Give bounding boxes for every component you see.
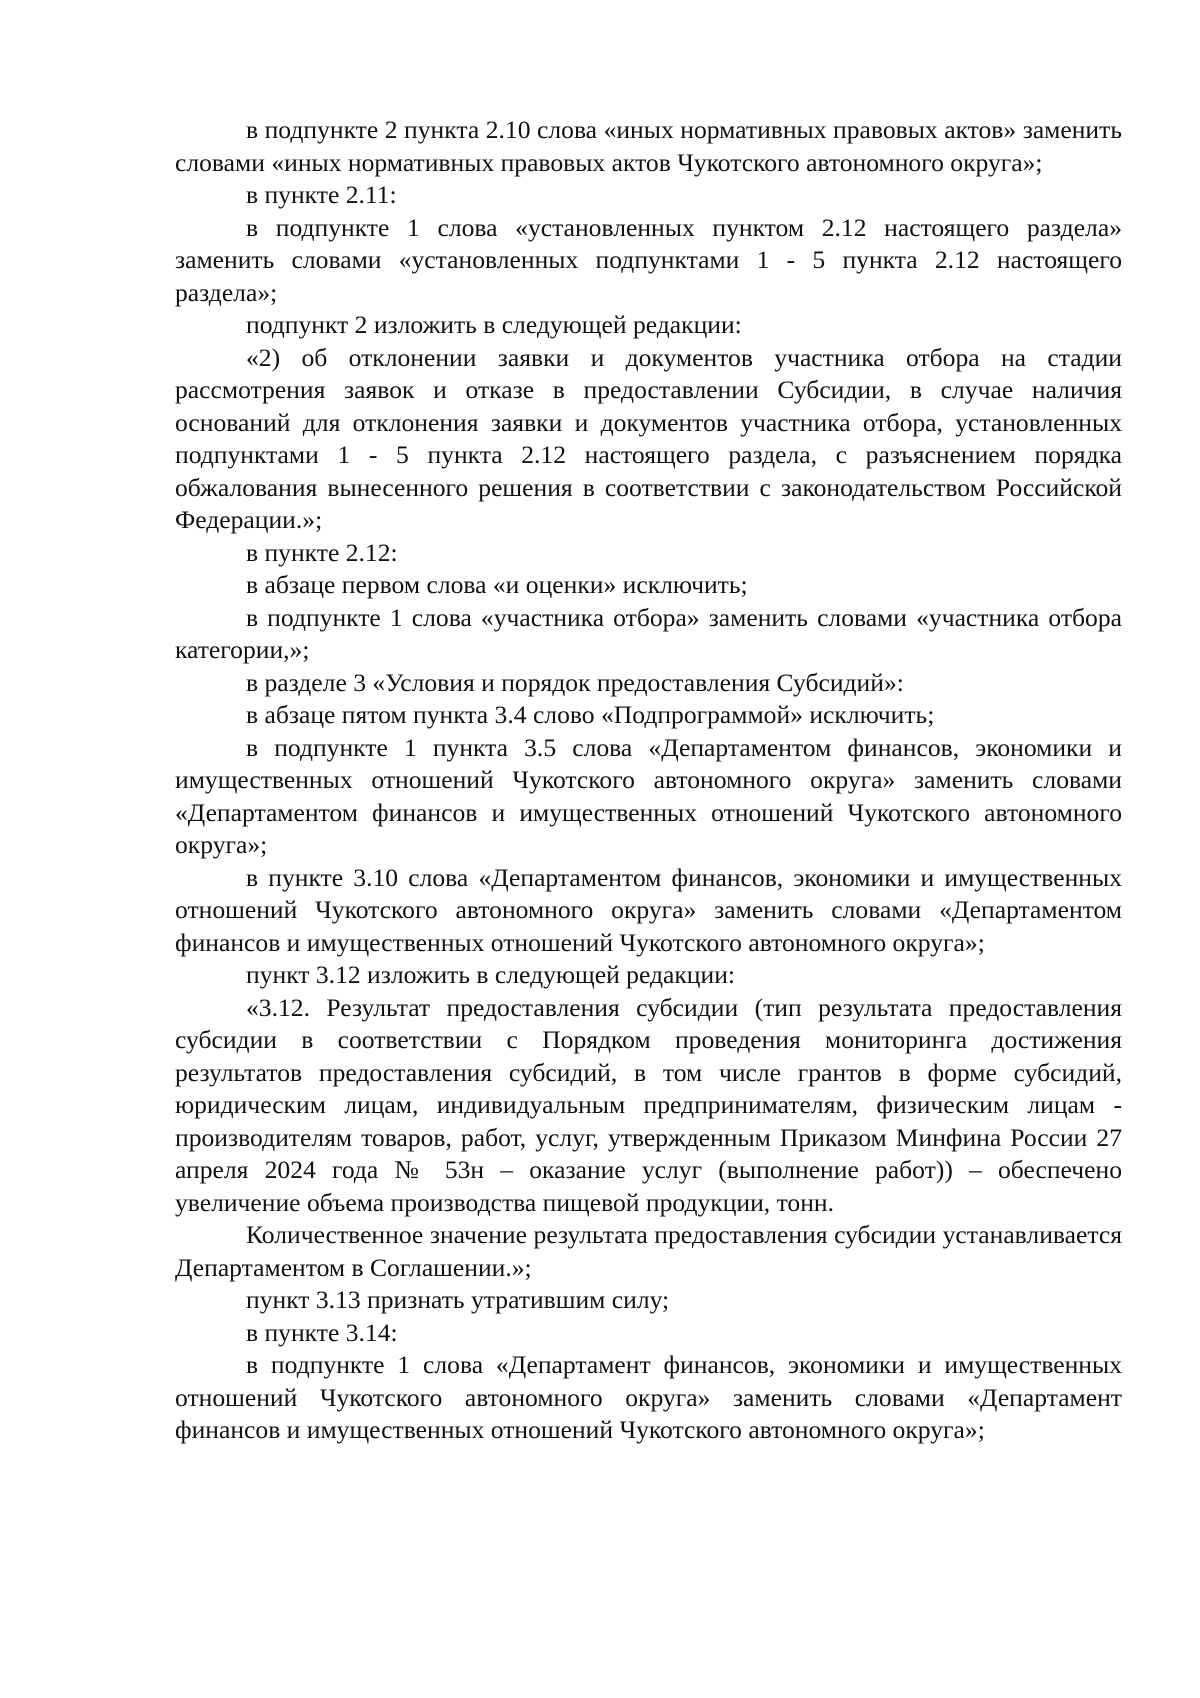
paragraph: в пункте 2.11: — [246, 180, 397, 209]
paragraph: пункт 3.12 изложить в следующей редакции: — [246, 960, 736, 989]
paragraph: в пункте 2.12: — [246, 537, 398, 567]
paragraph: Количественное значение результата предоставления субсидии устанавливается Департаментом в Соглашении.»; — [175, 1220, 1122, 1282]
paragraph: в подпункте 1 пункта 3.5 слова «Департаментом финансов, экономики и имущественных отношений Чукотского автономного округа» заменить словами «Департаментом финансов и имущественных отношений Чукотского автономного округа»; — [175, 732, 1122, 859]
paragraph: в разделе 3 «Условия и порядок предоставления Субсидий»: — [246, 667, 904, 697]
paragraph: пункт 3.13 признать утратившим силу; — [246, 1285, 670, 1314]
paragraph: в пункте 3.14: — [246, 1317, 398, 1347]
paragraph: «3.12. Результат предоставления субсидии (тип результата предоставления субсидии в соответствии с Порядком проведения мониторинга достижения результатов предоставления субсидий, в том числе грантов в форме субсидий, юридическим лицам, индивидуальным предпринимателям, физическим лицам - производителям товаров, работ, услуг, утвержденным Приказом Минфина России 27 апреля 2024 года № 53н – оказание услуг (выполнение работ)) – обеспечено увеличение объема производства пищевой продукции, тонн. — [175, 992, 1122, 1217]
paragraph: в подпункте 2 пункта 2.10 слова «иных нормативных правовых актов» заменить словами «иных нормативных правовых актов Чукотского автономного округа»; — [175, 115, 1122, 177]
paragraph: в подпункте 1 слова «установленных пунктом 2.12 настоящего раздела» заменить словами «установленных подпунктами 1 - 5 пункта 2.12 настоящего раздела»; — [175, 212, 1122, 307]
paragraph: «2) об отклонении заявки и документов участника отбора на стадии рассмотрения заявок и отказе в предоставлении Субсидии, в случае наличия оснований для отклонения заявки и документов участника отбора, установленных подпунктами 1 - 5 пункта 2.12 настоящего раздела, с разъяснением порядка обжалования вынесенного решения в соответствии с законодательством Российской Федерации.»; — [175, 342, 1122, 534]
paragraph: в подпункте 1 слова «участника отбора» заменить словами «участника отбора категории,»; — [175, 602, 1122, 664]
paragraph: подпункт 2 изложить в следующей редакции: — [246, 310, 742, 339]
paragraph: в пункте 3.10 слова «Департаментом финансов, экономики и имущественных отношений Чукотского автономного округа» заменить словами «Департаментом финансов и имущественных отношений Чукотского автономного округа»; — [175, 862, 1122, 957]
paragraph: в абзаце пятом пункта 3.4 слово «Подпрограммой» исключить; — [246, 700, 935, 729]
document-page — [175, 114, 1122, 1447]
paragraph: в абзаце первом слова «и оценки» исключить; — [246, 570, 748, 599]
paragraph: в подпункте 1 слова «Департамент финансов, экономики и имущественных отношений Чукотского автономного округа» заменить словами «Департамент финансов и имущественных отношений Чукотского автономного округа»; — [175, 1350, 1122, 1444]
